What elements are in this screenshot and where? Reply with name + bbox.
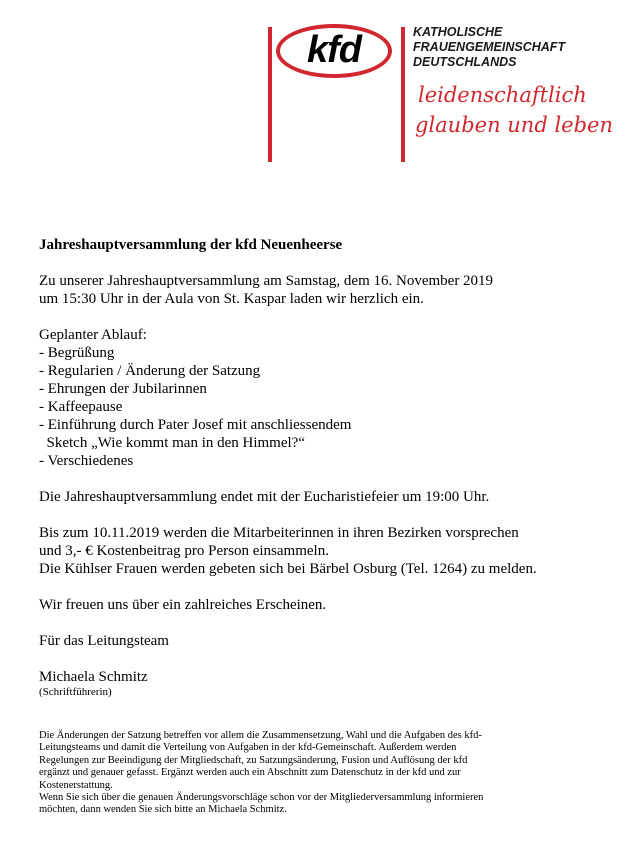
org-line: DEUTSCHLANDS [413,55,517,69]
text-line: Die Kühlser Frauen werden gebeten sich bei Bärbel Osburg (Tel. 1264) zu melden. [39,561,537,577]
mass-paragraph [39,488,609,506]
text-line: und 3,- € Kostenbeitrag pro Person einsammeln. [39,543,329,559]
text-line: Die Jahreshauptversammlung endet mit der Eucharistiefeier um 19:00 Uhr. [39,489,490,505]
slogan-line: glauben und leben [415,113,613,137]
collection-paragraph [39,524,609,578]
text-line: um 15:30 Uhr in der Aula von St. Kaspar laden wir herzlich ein. [39,291,424,307]
footnote-line: ergänzt und genauer gefasst. Ergänzt werden auch ein Abschnitt zum Datenschutz in der kfd und zur [39,767,461,779]
kfd-logo [276,24,392,78]
welcome-paragraph [39,596,609,614]
agenda-title: Geplanter Ablauf: [39,327,147,343]
footnote-line: Leitungsteams und damit die Verteilung von Aufgaben in der kfd-Gemeinschaft. Außerdem werden [39,742,457,754]
signer-role: (Schriftführerin) [39,686,112,698]
text-line: Zu unserer Jahreshauptversammlung am Samstag, dem 16. November 2019 [39,273,494,289]
agenda-item: - Regularien / Änderung der Satzung [39,363,261,379]
agenda-item-continuation: Sketch „Wie kommt man in den Himmel?“ [39,435,305,451]
footnote-line: Die Änderungen der Satzung betreffen vor allem die Zusammensetzung, Wahl und die Aufgaben des kfd- [39,730,482,741]
intro-paragraph [39,272,609,308]
agenda-list [39,326,609,470]
agenda-item: - Kaffeepause [39,399,123,415]
org-line: FRAUENGEMEINSCHAFT [413,40,566,54]
logo-text: kfd [307,28,361,71]
agenda-item: - Begrüßung [39,345,115,361]
signer-name: Michaela Schmitz [39,669,148,685]
left-red-bar [268,27,272,162]
signature-block [39,668,609,699]
text-line: Bis zum 10.11.2019 werden die Mitarbeiterinnen in ihren Bezirken vorsprechen [39,525,519,541]
organization-name [413,25,565,70]
footnote-line: Wenn Sie sich über die genauen Änderungsvorschläge schon vor der Mitgliederversammlung informieren [39,792,484,804]
handwritten-slogan [415,80,613,140]
sign-off [39,632,609,650]
org-line: KATHOLISCHE [413,25,503,39]
footnote [39,730,614,817]
agenda-item: - Verschiedenes [39,453,134,469]
footnote-line: Regelungen zur Beeindigung der Mitgliedschaft, zu Satzungsänderung, Fusion und Auflösung der kfd [39,754,468,766]
footnote-line: möchten, dann wenden Sie sich bitte an Michaela Schmitz. [39,804,287,816]
text-line: Für das Leitungsteam [39,633,169,649]
letter-heading: Jahreshauptversammlung der kfd Neuenheerse [39,237,343,253]
agenda-item: - Einführung durch Pater Josef mit anschliessendem [39,417,352,433]
letter-body [39,236,609,699]
slogan-line: leidenschaftlich [418,83,587,107]
text-line: Wir freuen uns über ein zahlreiches Erscheinen. [39,597,327,613]
letterhead [0,0,632,180]
agenda-item: - Ehrungen der Jubilarinnen [39,381,207,397]
footnote-line: Kostenerstattung. [39,779,113,791]
right-red-bar [401,27,405,162]
